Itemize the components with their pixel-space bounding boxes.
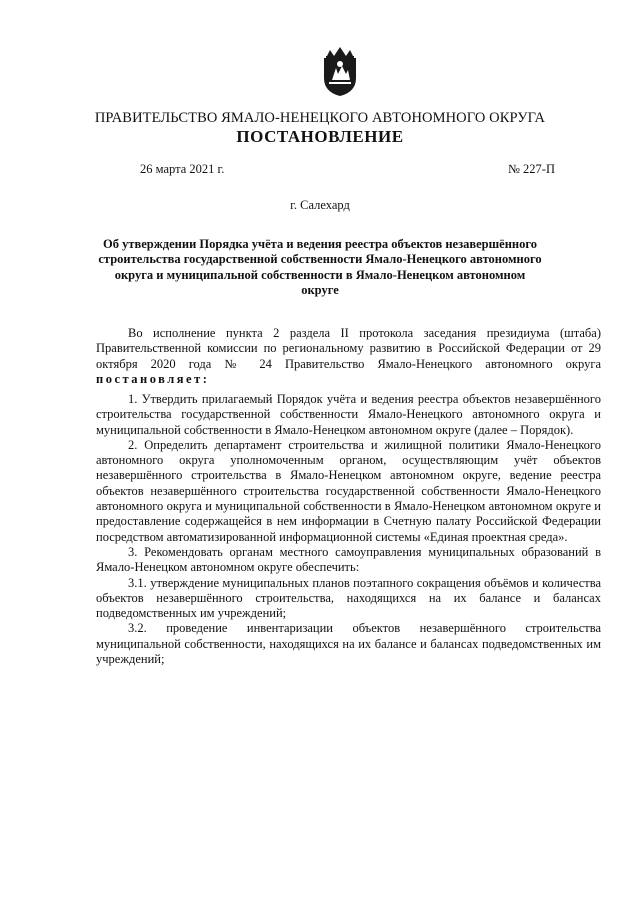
resolves-word: постановляет: bbox=[96, 371, 210, 386]
resolution-item-3-1: 3.1. утверждение муниципальных планов поэтапного сокращения объёмов и количества объектов незавершённого строительства, находящихся на их балансе и балансах подведомственных им учреждений; bbox=[96, 575, 601, 621]
resolution-item-3-2: 3.2. проведение инвентаризации объектов незавершённого строительства муниципальной собственности, находящихся на их балансе и балансах подведомственных им учреждений; bbox=[96, 621, 601, 667]
document-title: Об утверждении Порядка учёта и ведения реестра объектов незавершённого строительства государственной собственности Ямало-Ненецкого автономного округа и муниципальной собственности в Ямало-Ненецком автономном округе bbox=[98, 237, 542, 297]
document-city: г. Салехард bbox=[290, 198, 350, 212]
resolution-items bbox=[96, 392, 601, 667]
document-type: ПОСТАНОВЛЕНИЕ bbox=[236, 127, 404, 146]
document-number: № 227-П bbox=[508, 162, 555, 176]
document-date: 26 марта 2021 г. bbox=[140, 162, 225, 176]
preamble-paragraph bbox=[96, 326, 601, 387]
resolution-item-2: 2. Определить департамент строительства и жилищной политики Ямало-Ненецкого автономного округа уполномоченным органом, осуществляющим учёт объектов незавершённого строительства в Ямало-Ненецком автономном округе, ведение реестра объектов незавершённого строительства государственной собственности Ямало-Ненецкого автономного округа и муниципальной собственности в Ямало-Ненецком автономном округе и предоставление содержащейся в нем информации в Счетную палату Российской Федерации посредством автоматизированной информационной системы «Единая проектная среда». bbox=[96, 437, 601, 544]
resolution-item-3: 3. Рекомендовать органам местного самоуправления муниципальных образований в Ямало-Ненецком автономном округе обеспечить: bbox=[96, 544, 601, 575]
resolution-item-1: 1. Утвердить прилагаемый Порядок учёта и ведения реестра объектов незавершённого строительства государственной собственности Ямало-Ненецкого автономного округа и муниципальной собственности в Ямало-Ненецком автономном округе (далее – Порядок). bbox=[96, 392, 601, 437]
coat-of-arms-icon bbox=[318, 44, 362, 98]
preamble bbox=[96, 326, 601, 387]
government-name: ПРАВИТЕЛЬСТВО ЯМАЛО-НЕНЕЦКОГО АВТОНОМНОГО ОКРУГА bbox=[94, 110, 546, 126]
preamble-text: Во исполнение пункта 2 раздела II протокола заседания президиума (штаба) Правительственной комиссии по региональному развитию в Российской Федерации от 29 октября 2020 года № 24 Правительство Ямало-Ненецкого автономного округа bbox=[96, 326, 601, 371]
